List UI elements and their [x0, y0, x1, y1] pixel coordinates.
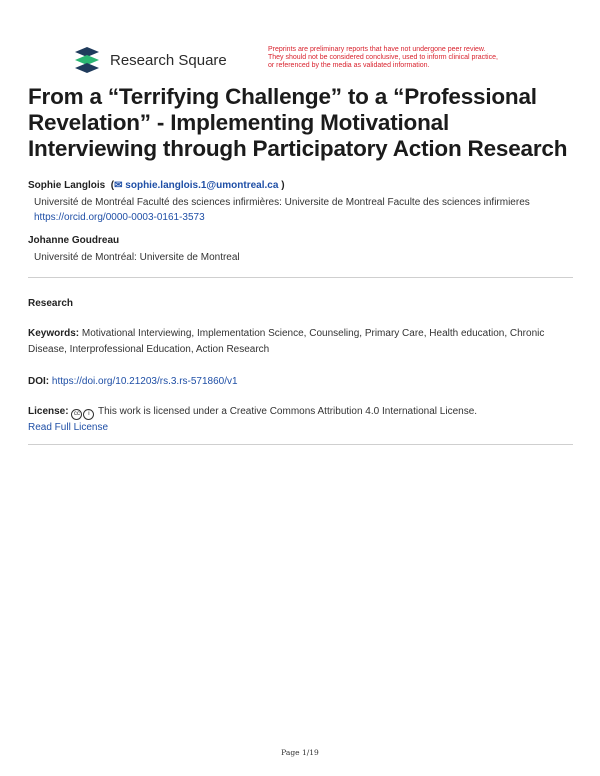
author-1: Sophie Langlois (✉ sophie.langlois.1@umontreal.ca )	[28, 180, 285, 191]
title-line: Revelation” - Implementing Motivational	[28, 110, 449, 135]
author-email-link[interactable]: sophie.langlois.1@umontreal.ca	[125, 180, 279, 191]
logo-mark-icon	[73, 47, 103, 73]
license-label: License:	[28, 406, 69, 417]
doi-link[interactable]: https://doi.org/10.21203/rs.3.rs-571860/v1	[51, 376, 238, 387]
article-type: Research	[28, 298, 74, 309]
doi-label: DOI:	[28, 376, 50, 387]
divider	[28, 277, 573, 278]
doi	[28, 374, 573, 390]
keywords	[28, 326, 573, 358]
research-square-logo[interactable]	[73, 47, 227, 73]
notice-line: They should not be considered conclusive, used to inform clinical practice,	[268, 54, 498, 61]
license-text: This work is licensed under a Creative Commons Attribution 4.0 International License.	[97, 406, 478, 417]
divider	[28, 444, 573, 445]
title-line: From a “Terrifying Challenge” to a “Professional	[28, 84, 537, 109]
cc-icon: cc	[71, 409, 82, 420]
author-name: Sophie Langlois	[28, 180, 106, 191]
notice-line: Preprints are preliminary reports that have not undergone peer review.	[268, 46, 486, 53]
author-2	[28, 235, 119, 246]
author-2-affiliation: Université de Montréal: Universite de Montreal	[34, 252, 240, 263]
author-name: Johanne Goudreau	[28, 235, 120, 246]
keywords-text: Motivational Interviewing, Implementation Science, Counseling, Primary Care, Health education, Chronic Disease, Interprofessional Education, Action Research	[28, 328, 545, 355]
license	[28, 404, 573, 436]
author-1-affiliation: Université de Montréal Faculté des sciences infirmières: Universite de Montreal Faculte des sciences infirmieres https://orcid.org/0000-0003-0161-3573	[34, 197, 530, 223]
by-icon: i	[83, 409, 94, 420]
read-license-link[interactable]: Read Full License	[28, 422, 109, 433]
paper-title	[28, 84, 573, 162]
logo-text: Research Square	[110, 51, 227, 69]
preprint-notice	[268, 46, 538, 70]
notice-line: or referenced by the media as validated information.	[268, 62, 430, 69]
keywords-label: Keywords:	[28, 328, 80, 339]
title-line: Interviewing through Participatory Action Research	[28, 136, 568, 161]
email-icon: ✉	[114, 180, 123, 191]
orcid-link[interactable]: https://orcid.org/0000-0003-0161-3573	[34, 212, 205, 223]
page-number: Page 1/19	[281, 748, 319, 757]
